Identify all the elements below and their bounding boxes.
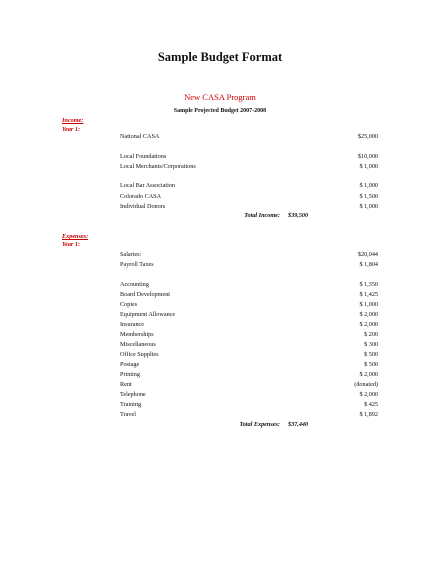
- income-row-label: Local Merchants/Corporations: [120, 163, 196, 170]
- income-heading: Income:: [62, 117, 84, 124]
- expense-row: [0, 321, 440, 331]
- income-row: [0, 193, 440, 203]
- expense-row: [0, 281, 440, 291]
- income-row-label: Colorado CASA: [120, 193, 162, 200]
- expense-row: [0, 391, 440, 401]
- expense-row-label: Training: [120, 401, 142, 408]
- income-row-amount: $10,000: [357, 153, 378, 160]
- expense-row-amount: $ 2,000: [359, 321, 378, 328]
- income-row-label: Local Foundations: [120, 153, 167, 160]
- expense-row: [0, 351, 440, 361]
- expense-row-label: Travel: [120, 411, 136, 418]
- income-row-amount: $ 1,000: [359, 203, 378, 210]
- income-total-row: [0, 212, 440, 222]
- expense-row: [0, 311, 440, 321]
- expenses-total-label: Total Expenses:: [239, 421, 280, 428]
- expense-row: [0, 401, 440, 411]
- income-row-amount: $ 1,000: [359, 163, 378, 170]
- expense-row-amount: $ 500: [364, 351, 378, 358]
- expense-row: [0, 331, 440, 341]
- expense-row-amount: $ 425: [364, 401, 378, 408]
- expenses-total-row: [0, 421, 440, 431]
- income-row-amount: $ 1,500: [359, 193, 378, 200]
- income-total-value: $39,500: [288, 212, 309, 219]
- expense-row-amount: $ 2,000: [359, 371, 378, 378]
- income-row: [0, 182, 440, 192]
- expense-row-label: Salaries:: [120, 251, 142, 258]
- expense-row-label: Office Supplies: [120, 351, 159, 358]
- expense-row: [0, 361, 440, 371]
- expense-row-label: Board Development: [120, 291, 171, 298]
- expense-row-amount: $20,044: [357, 251, 378, 258]
- income-row: [0, 163, 440, 173]
- expense-row-label: Payroll Taxes: [120, 261, 154, 268]
- expense-row-amount: $ 2,000: [359, 391, 378, 398]
- expense-row-amount: $ 1,425: [359, 291, 378, 298]
- budget-subtitle: Sample Projected Budget 2007-2008: [173, 108, 267, 114]
- document-title: Sample Budget Format: [157, 50, 283, 64]
- expense-row-label: Accounting: [120, 281, 149, 288]
- expense-row-label: Telephone: [120, 391, 146, 398]
- expense-row-amount: $ 500: [364, 361, 378, 368]
- expense-row-amount: $ 1,892: [359, 411, 378, 418]
- expenses-total-value: $37,440: [288, 421, 309, 428]
- expense-row-label: Equipment Allowance: [120, 311, 176, 318]
- income-row: [0, 133, 440, 143]
- expense-row: [0, 411, 440, 421]
- expense-row-amount: $ 1,350: [359, 281, 378, 288]
- expense-row-amount: $ 300: [364, 341, 378, 348]
- income-row-label: Local Bar Association: [120, 182, 175, 189]
- expense-row-amount: $ 200: [364, 331, 378, 338]
- expense-row: [0, 291, 440, 301]
- expense-row: [0, 301, 440, 311]
- income-row: [0, 153, 440, 163]
- expense-row-label: Rent: [120, 381, 132, 388]
- expense-row-label: Postage: [120, 361, 140, 368]
- expense-row-amount: $ 2,000: [359, 311, 378, 318]
- income-row-label: National CASA: [120, 133, 160, 140]
- income-row-label: Individual Donors: [120, 203, 166, 210]
- expense-row-amount: (donated): [354, 381, 378, 388]
- income-year-label: Year 1:: [62, 126, 81, 133]
- expense-row-label: Copies: [120, 301, 138, 308]
- expense-row: [0, 341, 440, 351]
- expense-row: [0, 381, 440, 391]
- income-row-amount: $ 1,000: [359, 182, 378, 189]
- expense-row: [0, 371, 440, 381]
- income-row-amount: $25,000: [357, 133, 378, 140]
- expenses-year-label: Year 1:: [62, 241, 81, 248]
- income-total-label: Total Income:: [244, 212, 280, 219]
- expense-row-amount: $ 1,000: [359, 301, 378, 308]
- expenses-heading: Expenses:: [62, 233, 89, 240]
- expense-row-label: Miscellaneous: [120, 341, 156, 348]
- expense-row-label: Printing: [120, 371, 140, 378]
- expense-row-label: Insurance: [120, 321, 145, 328]
- expense-row: [0, 261, 440, 271]
- expense-row-amount: $ 1,804: [359, 261, 378, 268]
- program-name: New CASA Program: [184, 92, 256, 102]
- expense-row: [0, 251, 440, 261]
- expense-row-label: Memberships: [120, 331, 154, 338]
